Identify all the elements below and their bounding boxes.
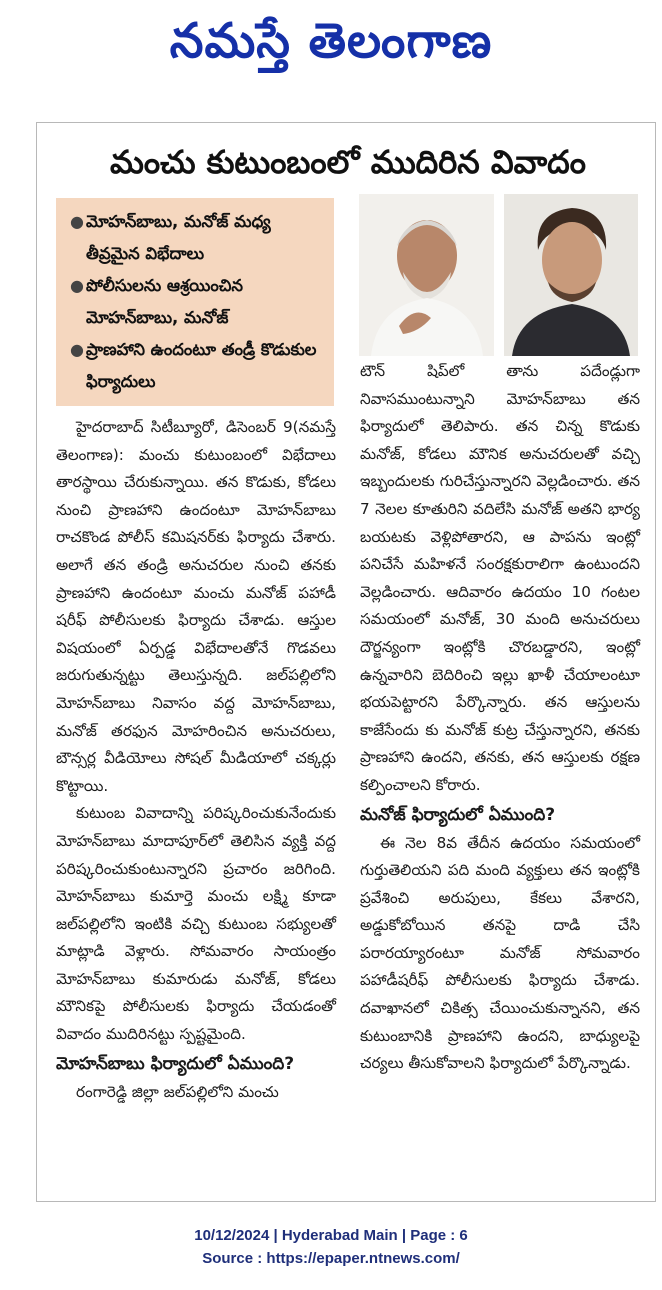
bullet-icon: ● [70, 276, 84, 295]
highlight-text: పోలీసులను ఆశ్రయించిన మోహన్‌బాబు, మనోజ్ [86, 276, 243, 327]
footer-source: Source : https://epaper.ntnews.com/ [202, 1250, 460, 1267]
newspaper-masthead [0, 8, 662, 74]
body-paragraph: ఈ నెల 8వ తేదీన ఉదయం సమయంలో గుర్తుతెలియని పది మంది వ్యక్తులు తన ఇంట్లోకి ప్రవేశించి అరుపులు, కేకలు వేశారని, అడ్డుకోబోయిన తనపై దాడి చేసి పరారయ్యారంటూ మనోజ్ సోమవారం పహాడీషరీఫ్ పోలీసులకు ఫిర్యాదు చేశాడు. దవాఖానలో చికిత్స చేయించుకున్నానని, తన కుటుంబానికి ప్రాణహాని ఉందని, బాధ్యులపై చర్యలు తీసుకోవాలని ఫిర్యాదులో పేర్కొన్నాడు. [360, 833, 640, 1073]
left-column [56, 414, 336, 1106]
highlight-text: ప్రాణహాని ఉందంటూ తండ్రీ కొడుకుల ఫిర్యాదులు [86, 340, 317, 391]
section-subhead: మోహన్‌బాబు ఫిర్యాదులో ఏముంది? [56, 1053, 295, 1074]
body-paragraph: హైదరాబాద్ సిటీబ్యూరో, డిసెంబర్ 9(నమస్తే తెలంగాణ): మంచు కుటుంబంలో విభేదాలు తారస్థాయి చేరుకున్నాయి. తన కొడుకు, కోడలు నుంచి ప్రాణహాని ఉందంటూ మోహన్‌బాబు రాచకొండ పోలీస్ కమిషనర్‌కు ఫిర్యాదు చేశారు. అలాగే తన తండ్రి అనుచరుల నుంచి తనకు ప్రాణహాని ఉందంటూ మంచు మనోజ్ పహాడీ షరీఫ్ పోలీసులకు ఫిర్యాదు చేశాడు. ఆస్తుల విషయంలో ఏర్పడ్డ విభేదాలతోనే గొడవలు జరుగుతున్నట్టు తెలుస్తున్నది. జల్‌పల్లిలోని మోహన్‌బాబు నివాసం వద్ద మోహన్‌బాబు, మనోజ్ తరఫున మోహరించిన అనుచరులు, బౌన్సర్ల వీడియోలు సోషల్ మీడియాలో చక్కర్లు కొట్టాయి. [56, 418, 336, 795]
photo-manoj [504, 194, 638, 356]
highlight-item [70, 334, 326, 398]
highlights-box [56, 198, 334, 406]
photos-row [359, 194, 638, 356]
highlight-item [70, 270, 326, 334]
body-paragraph: కుటుంబ వివాదాన్ని పరిష్కరించుకునేందుకు మోహన్‌బాబు మాదాపూర్‌లో తెలిసిన వ్యక్తి వద్ద పరిష్కరించుకుంటున్నారని ప్రచారం జరిగింది. మోహన్‌బాబు కుమార్తె మంచు లక్ష్మి కూడా జల్‌పల్లిలోని ఇంటికి వచ్చి కుటుంబ సభ్యులతో మాట్లాడి వెళ్లారు. సోమవారం సాయంత్రం మోహన్‌బాబు కుమారుడు మనోజ్, కోడలు మౌనికపై పోలీసులకు ఫిర్యాదు చేయడంతో వివాదం ముదిరినట్టు స్పష్టమైంది. [56, 804, 336, 1044]
footer-dateline: 10/12/2024 | Hyderabad Main | Page : 6 [194, 1227, 468, 1244]
right-column [360, 358, 640, 1078]
body-paragraph: రంగారెడ్డి జిల్లా జల్‌పల్లిలోని మంచు [76, 1082, 279, 1101]
bullet-icon: ● [70, 212, 84, 231]
highlight-text: మోహన్‌బాబు, మనోజ్ మధ్య తీవ్రమైన విభేదాలు [86, 212, 271, 263]
portrait-image [359, 194, 494, 356]
body-paragraph: టౌన్ షిప్‌లో తాను పదేండ్లుగా నివాసముంటున్నాని మోహన్‌బాబు తన ఫిర్యాదులో తెలిపారు. తన చిన్న కొడుకు మనోజ్, కోడలు మౌనిక అనుచరులతో వచ్చి ఇబ్బందులకు గురిచేస్తున్నారని వెల్లడించారు. తన 7 నెలల కూతురిని వదిలేసి మనోజ్ అతని భార్య బయటకు వెళ్లిపోతారని, ఆ పాపను ఇంట్లో పనిచేసే మహిళనే సంరక్షకురాలిగా ఉంటుందని వెల్లడించారు. ఆదివారం ఉదయం 10 గంటల సమయంలో మనోజ్, 30 మంది అనుచరులు దౌర్జన్యంగా ఇంట్లోకి చొరబడ్డారని, ఇంట్లో ఉన్నవారిని బెదిరించి ఇల్లు ఖాళీ చేయాలంటూ భయపెట్టారని పేర్కొన్నారు. తన ఆస్తులను కాజేసేందు కు మనోజ్ కుట్ర చేస్తున్నారని, తనకు ప్రాణహాని ఉందని, తనకు, తన ఆస్తులకు రక్షణ కల్పించాలని కోరారు. [360, 362, 640, 794]
bullet-icon: ● [70, 340, 84, 359]
portrait-image [504, 194, 638, 356]
masthead-title: నమస్తే తెలంగాణ [169, 13, 493, 69]
article-headline: మంచు కుటుంబంలో ముదిరిన వివాదం [110, 143, 586, 181]
photo-mohan-babu [359, 194, 494, 356]
section-subhead: మనోజ్ ఫిర్యాదులో ఏముంది? [360, 804, 556, 825]
highlight-item [70, 206, 326, 270]
